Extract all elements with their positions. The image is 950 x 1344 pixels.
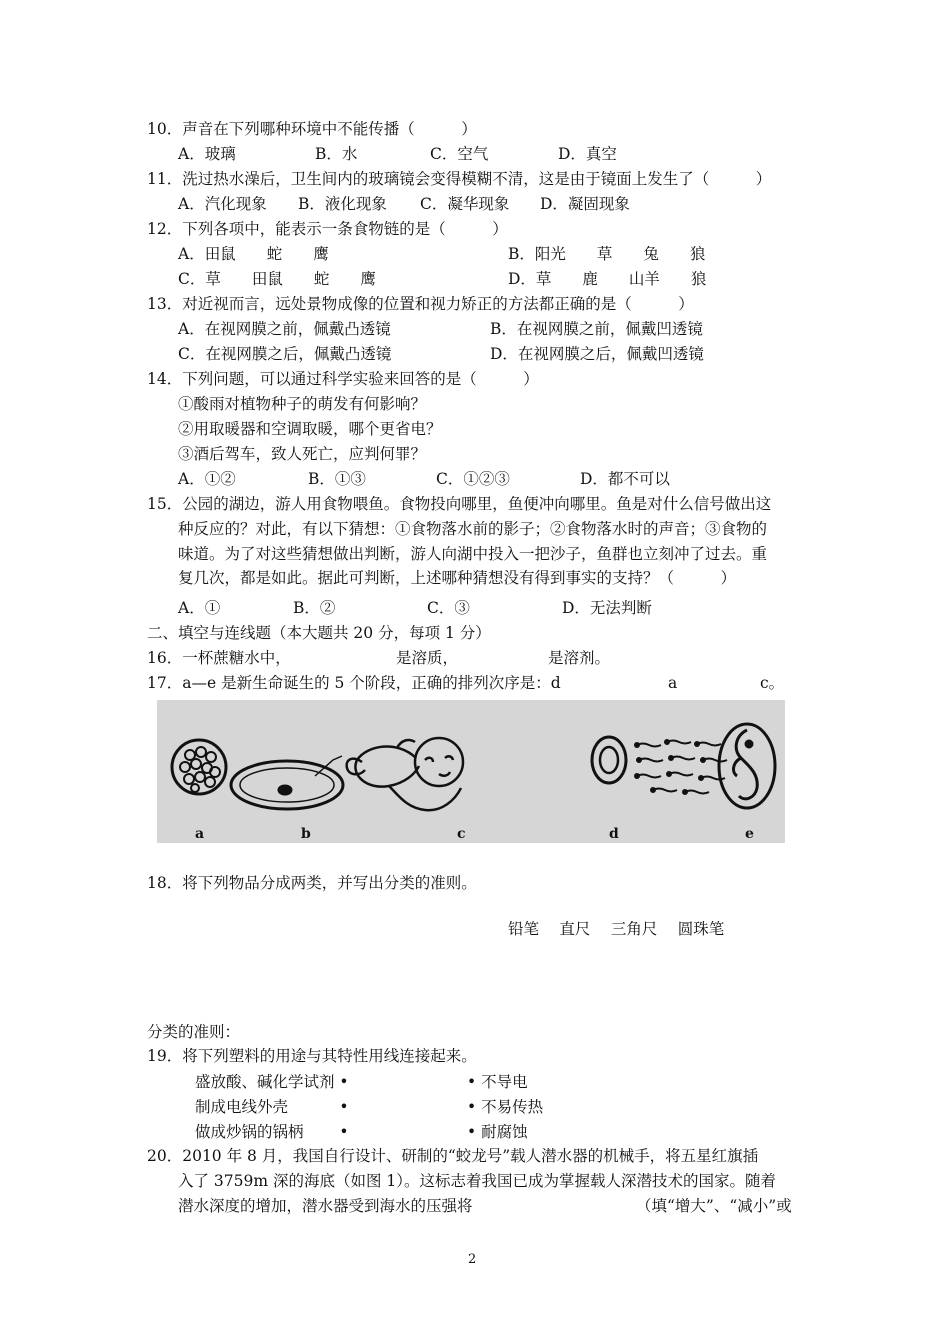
q17-blank-c: c。 bbox=[760, 674, 785, 692]
q19-property-1[interactable]: • 不导电 bbox=[467, 1073, 528, 1091]
q18-stem: 18．将下列物品分成两类，并写出分类的准则。 bbox=[147, 874, 477, 892]
q16-part-1: 16．一杯蔗糖水中， bbox=[147, 649, 291, 667]
figure-label-a: a bbox=[195, 826, 205, 842]
q17-blank-a: a bbox=[668, 674, 678, 692]
q15-option-b: B．② bbox=[293, 599, 336, 617]
q13-option-d: D．在视网膜之后，佩戴凹透镜 bbox=[490, 345, 704, 363]
figure-label-e: e bbox=[745, 826, 754, 842]
q14-item-3: ③酒后驾车，致人死亡，应判何罪？ bbox=[178, 445, 427, 463]
q10-option-a: A．玻璃 bbox=[178, 145, 236, 163]
q13-option-b: B．在视网膜之前，佩戴凹透镜 bbox=[490, 320, 703, 338]
q13-option-a: A．在视网膜之前，佩戴凸透镜 bbox=[178, 320, 391, 338]
q13-option-c: C．在视网膜之后，佩戴凸透镜 bbox=[178, 345, 392, 363]
q16-part-3: 是溶剂。 bbox=[548, 649, 611, 667]
q12-option-a: A．田鼠 蛇 鹰 bbox=[178, 245, 329, 263]
q20-line-1: 20．2010 年 8 月，我国自行设计、研制的“蛟龙号”载人潜水器的机械手，将五星红旗插 bbox=[147, 1147, 759, 1165]
q19-use-2[interactable]: 制成电线外壳 • bbox=[195, 1098, 349, 1116]
q14-item-2: ②用取暖器和空调取暖，哪个更省电？ bbox=[178, 420, 442, 438]
q11-option-d: D．凝固现象 bbox=[540, 195, 630, 213]
q11-option-c: C．凝华现象 bbox=[420, 195, 510, 213]
q18-items: 铅笔 直尺 三角尺 圆珠笔 bbox=[508, 920, 725, 938]
q15-line-2: 种反应的？对此，有以下猜想：①食物落水前的影子；②食物落水时的声音；③食物的 bbox=[178, 520, 768, 538]
q12-option-d: D．草 鹿 山羊 狼 bbox=[508, 270, 707, 288]
q14-option-a: A．①② bbox=[178, 470, 236, 488]
q14-option-b: B．①③ bbox=[308, 470, 366, 488]
q12-option-b: B．阳光 草 兔 狼 bbox=[508, 245, 706, 263]
q17-stem: 17．a—e 是新生命诞生的 5 个阶段，正确的排列次序是：d bbox=[147, 674, 561, 692]
q19-use-1[interactable]: 盛放酸、碱化学试剂 • bbox=[195, 1073, 349, 1091]
q20-line-3a: 潜水深度的增加，潜水器受到海水的压强将 bbox=[178, 1197, 473, 1215]
figure-label-d: d bbox=[609, 826, 619, 842]
q14-option-d: D．都不可以 bbox=[580, 470, 670, 488]
life-stages-illustration bbox=[157, 700, 785, 843]
q11-stem: 11．洗过热水澡后，卫生间内的玻璃镜会变得模糊不清，这是由于镜面上发生了（ ） bbox=[147, 170, 772, 188]
figure-label-c: c bbox=[457, 826, 466, 842]
q15-option-c: C．③ bbox=[427, 599, 470, 617]
q15-option-d: D．无法判断 bbox=[562, 599, 652, 617]
q10-option-b: B．水 bbox=[315, 145, 358, 163]
q10-option-d: D．真空 bbox=[558, 145, 617, 163]
q11-option-a: A．汽化现象 bbox=[178, 195, 267, 213]
figure-label-b: b bbox=[301, 826, 311, 842]
page-number: 2 bbox=[468, 1252, 477, 1267]
q20-line-2: 入了 3759m 深的海底（如图 1）。这标志着我国已成为掌握载人深潜技术的国家。随着 bbox=[178, 1172, 777, 1190]
q19-property-2[interactable]: • 不易传热 bbox=[467, 1098, 544, 1116]
q18-criterion-label: 分类的准则： bbox=[147, 1023, 241, 1041]
q12-stem: 12．下列各项中，能表示一条食物链的是（ ） bbox=[147, 220, 508, 238]
life-stages-figure bbox=[157, 700, 785, 843]
q19-use-3[interactable]: 做成炒锅的锅柄 • bbox=[195, 1123, 349, 1141]
q14-option-c: C．①②③ bbox=[436, 470, 510, 488]
q14-item-1: ①酸雨对植物种子的萌发有何影响？ bbox=[178, 395, 427, 413]
q13-stem: 13．对近视而言，远处景物成像的位置和视力矫正的方法都正确的是（ ） bbox=[147, 295, 694, 313]
q11-option-b: B．液化现象 bbox=[298, 195, 387, 213]
q10-option-c: C．空气 bbox=[430, 145, 489, 163]
q12-option-c: C．草 田鼠 蛇 鹰 bbox=[178, 270, 376, 288]
q19-stem: 19．将下列塑料的用途与其特性用线连接起来。 bbox=[147, 1047, 477, 1065]
section-2-heading: 二、填空与连线题（本大题共 20 分，每项 1 分） bbox=[147, 624, 491, 642]
q15-line-3: 味道。为了对这些猜想做出判断，游人向湖中投入一把沙子，鱼群也立刻冲了过去。重 bbox=[178, 545, 768, 563]
q15-line-4: 复几次，都是如此。据此可判断，上述哪种猜想没有得到事实的支持？（ ） bbox=[178, 569, 737, 587]
q15-option-a: A．① bbox=[178, 599, 221, 617]
q20-line-3b: （填“增大”、“减小”或 bbox=[636, 1197, 792, 1215]
q10-stem: 10．声音在下列哪种环境中不能传播（ ） bbox=[147, 120, 477, 138]
q19-property-3[interactable]: • 耐腐蚀 bbox=[467, 1123, 528, 1141]
q14-stem: 14．下列问题，可以通过科学实验来回答的是（ ） bbox=[147, 370, 539, 388]
q16-part-2: 是溶质， bbox=[396, 649, 459, 667]
stage-a-morula bbox=[172, 740, 226, 794]
q15-line-1: 15．公园的湖边，游人用食物喂鱼。食物投向哪里，鱼便冲向哪里。鱼是对什么信号做出这 bbox=[147, 495, 772, 513]
